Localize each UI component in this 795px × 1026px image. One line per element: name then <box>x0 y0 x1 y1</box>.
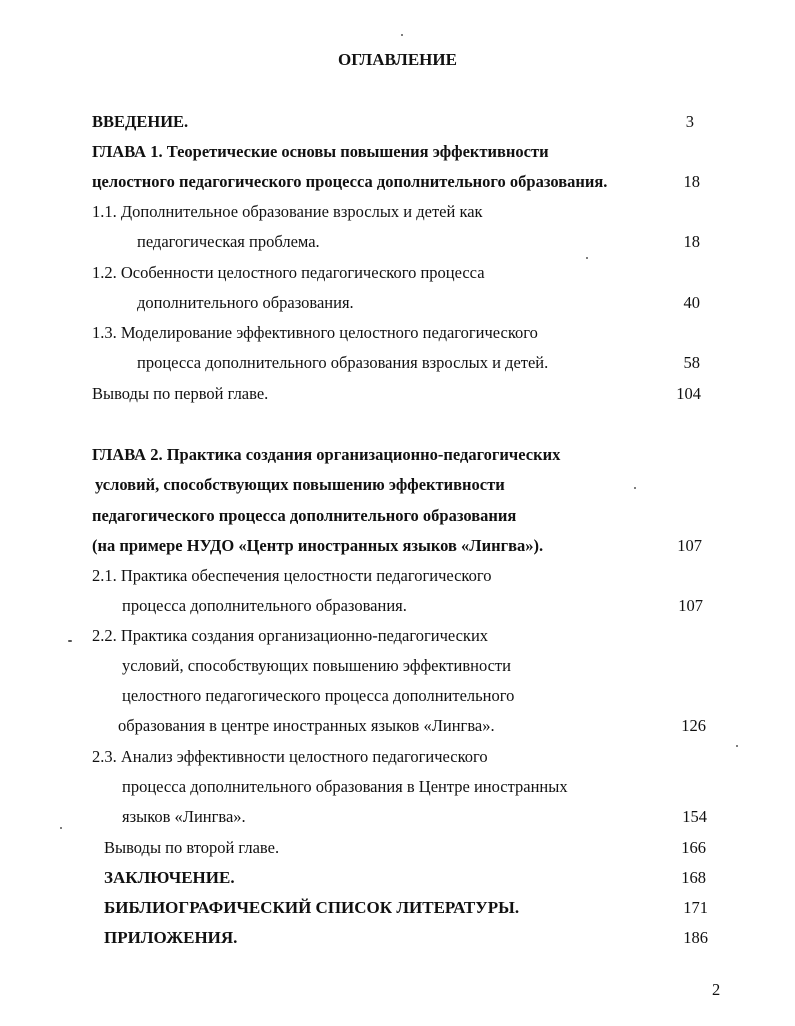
toc-entry-bibliography: БИБЛИОГРАФИЧЕСКИЙ СПИСОК ЛИТЕРАТУРЫ. <box>104 898 520 917</box>
toc-page-1-3: 58 <box>683 353 700 372</box>
toc-entry-1-2-line-2: дополнительного образования. <box>137 293 354 312</box>
scan-speck <box>68 640 72 642</box>
toc-page-conclusions-chapter-2: 166 <box>681 838 706 857</box>
toc-entry-introduction: ВВЕДЕНИЕ. <box>92 112 189 131</box>
toc-entry-chapter-1-line-1: ГЛАВА 1. Теоретические основы повышения эффективности <box>92 142 549 161</box>
scan-speck <box>586 257 588 259</box>
toc-entry-chapter-2-line-2: условий, способствующих повышению эффективности <box>95 475 505 494</box>
toc-page-introduction: 3 <box>685 112 694 131</box>
toc-entry-chapter-1-line-2: целостного педагогического процесса дополнительного образования. <box>92 172 608 191</box>
toc-entry-chapter-2-line-1: ГЛАВА 2. Практика создания организационно-педагогических <box>92 445 561 464</box>
toc-entry-1-3-line-1: 1.3. Моделирование эффективного целостного педагогического <box>92 323 538 342</box>
toc-page-chapter-2: 107 <box>677 536 702 555</box>
toc-entry-2-2-line-3: целостного педагогического процесса дополнительного <box>122 686 515 705</box>
toc-entry-2-1-line-2: процесса дополнительного образования. <box>122 596 407 615</box>
toc-entry-1-1-line-1: 1.1. Дополнительное образование взрослых и детей как <box>92 202 483 221</box>
toc-page-2-2: 126 <box>681 716 706 735</box>
scan-speck <box>736 745 738 747</box>
scan-speck <box>634 487 636 489</box>
toc-entry-conclusions-chapter-2: Выводы по второй главе. <box>104 838 280 857</box>
scan-speck <box>60 827 62 829</box>
toc-page-conclusions-chapter-1: 104 <box>676 384 701 403</box>
toc-entry-1-3-line-2: процесса дополнительного образования взрослых и детей. <box>137 353 549 372</box>
toc-entry-conclusions-chapter-1: Выводы по первой главе. <box>92 384 269 403</box>
toc-page-bibliography: 171 <box>683 898 708 917</box>
scan-speck <box>401 34 403 36</box>
toc-entry-appendices: ПРИЛОЖЕНИЯ. <box>104 928 238 947</box>
toc-page-chapter-1: 18 <box>683 172 700 191</box>
toc-page-conclusion: 168 <box>681 868 706 887</box>
toc-entry-chapter-2-line-4: (на примере НУДО «Центр иностранных языков «Лингва»). <box>92 536 544 555</box>
toc-entry-2-2-line-2: условий, способствующих повышению эффективности <box>122 656 511 675</box>
toc-entry-chapter-2-line-3: педагогического процесса дополнительного образования <box>92 506 517 525</box>
toc-entry-2-2-line-1: 2.2. Практика создания организационно-педагогических <box>92 626 489 645</box>
toc-page-2-3: 154 <box>682 807 707 826</box>
toc-entry-2-3-line-3: языков «Лингва». <box>122 807 246 826</box>
toc-page-appendices: 186 <box>683 928 708 947</box>
toc-entry-1-2-line-1: 1.2. Особенности целостного педагогического процесса <box>92 263 485 282</box>
toc-entry-2-3-line-1: 2.3. Анализ эффективности целостного педагогического <box>92 747 488 766</box>
toc-entry-1-1-line-2: педагогическая проблема. <box>137 232 320 251</box>
toc-entry-conclusion: ЗАКЛЮЧЕНИЕ. <box>104 868 235 887</box>
toc-page-1-2: 40 <box>683 293 700 312</box>
toc-page-1-1: 18 <box>683 232 700 251</box>
toc-entry-2-2-line-4: образования в центре иностранных языков «Лингва». <box>118 716 495 735</box>
toc-page-2-1: 107 <box>678 596 703 615</box>
page-number: 2 <box>712 980 721 999</box>
toc-entry-2-1-line-1: 2.1. Практика обеспечения целостности педагогического <box>92 566 492 585</box>
toc-title: ОГЛАВЛЕНИЕ <box>338 50 457 69</box>
toc-entry-2-3-line-2: процесса дополнительного образования в Центре иностранных <box>122 777 568 796</box>
